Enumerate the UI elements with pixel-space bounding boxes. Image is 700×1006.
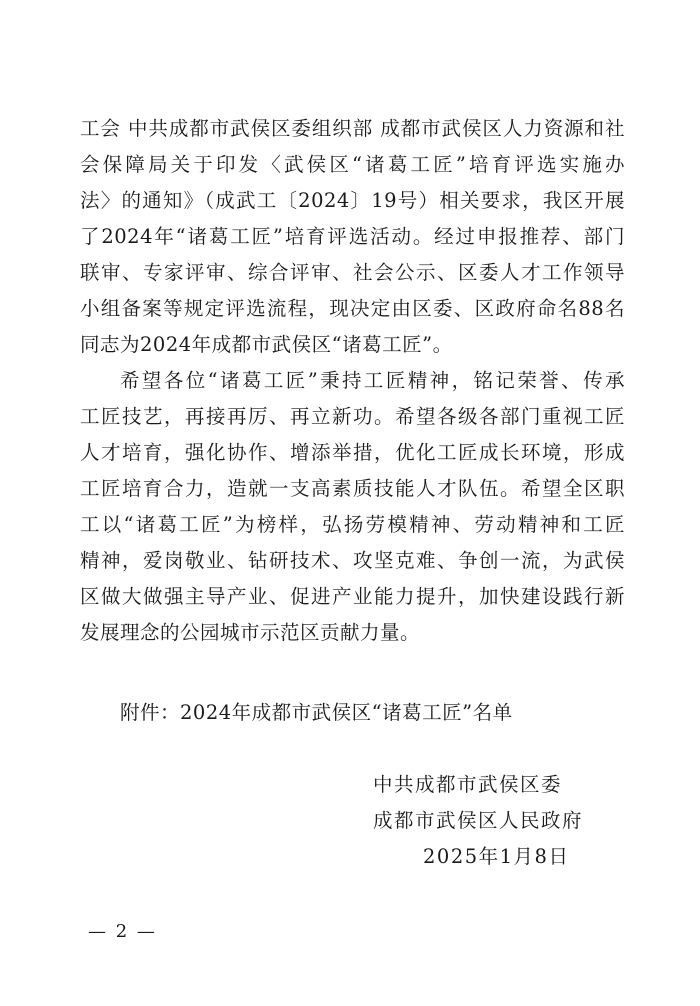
paragraph-2-line: 工匠技艺，再接再厉、再立新功。希望各级各部门重视工匠 — [80, 405, 625, 428]
paragraph-1-line: 会保障局关于印发〈武侯区“诸葛工匠”培育评选实施办 — [80, 153, 625, 176]
paragraph-2-line: 工以“诸葛工匠”为榜样，弘扬劳模精神、劳动精神和工匠 — [80, 513, 625, 536]
paragraph-1-line: 工会 中共成都市武侯区委组织部 成都市武侯区人力资源和社 — [80, 117, 625, 140]
paragraph-2-line: 人才培育，强化协作、增添举措，优化工匠成长环境，形成 — [80, 441, 625, 464]
paragraph-2-line: 工匠培育合力，造就一支高素质技能人才队伍。希望全区职 — [80, 477, 625, 500]
signature-date: 2025年1月8日 — [423, 845, 570, 868]
paragraph-2-line: 发展理念的公园城市示范区贡献力量。 — [80, 621, 421, 644]
paragraph-2-line: 精神，爱岗敬业、钻研技术、攻坚克难、争创一流，为武侯 — [80, 549, 625, 572]
signature-org-government: 成都市武侯区人民政府 — [373, 809, 584, 832]
paragraph-1-line: 小组备案等规定评选流程，现决定由区委、区政府命名88名 — [80, 297, 625, 320]
paragraph-1-line: 了2024年“诸葛工匠”培育评选活动。经过申报推荐、部门 — [80, 225, 625, 248]
paragraph-2-line: 区做大做强主导产业、促进产业能力提升，加快建设践行新 — [80, 585, 625, 608]
signature-org-party-committee: 中共成都市武侯区委 — [373, 773, 563, 796]
paragraph-2-line: 希望各位“诸葛工匠”秉持工匠精神，铭记荣誉、传承 — [120, 369, 625, 392]
paragraph-1-line: 法〉的通知》（成武工〔2024〕19号）相关要求，我区开展 — [80, 189, 625, 212]
attachment-note: 附件：2024年成都市武侯区“诸葛工匠”名单 — [120, 701, 513, 724]
page-number: — 2 — — [88, 921, 157, 942]
paragraph-1-line: 联审、专家评审、综合评审、社会公示、区委人才工作领导 — [80, 261, 625, 284]
paragraph-1-line: 同志为2024年成都市武侯区“诸葛工匠”。 — [80, 333, 453, 356]
